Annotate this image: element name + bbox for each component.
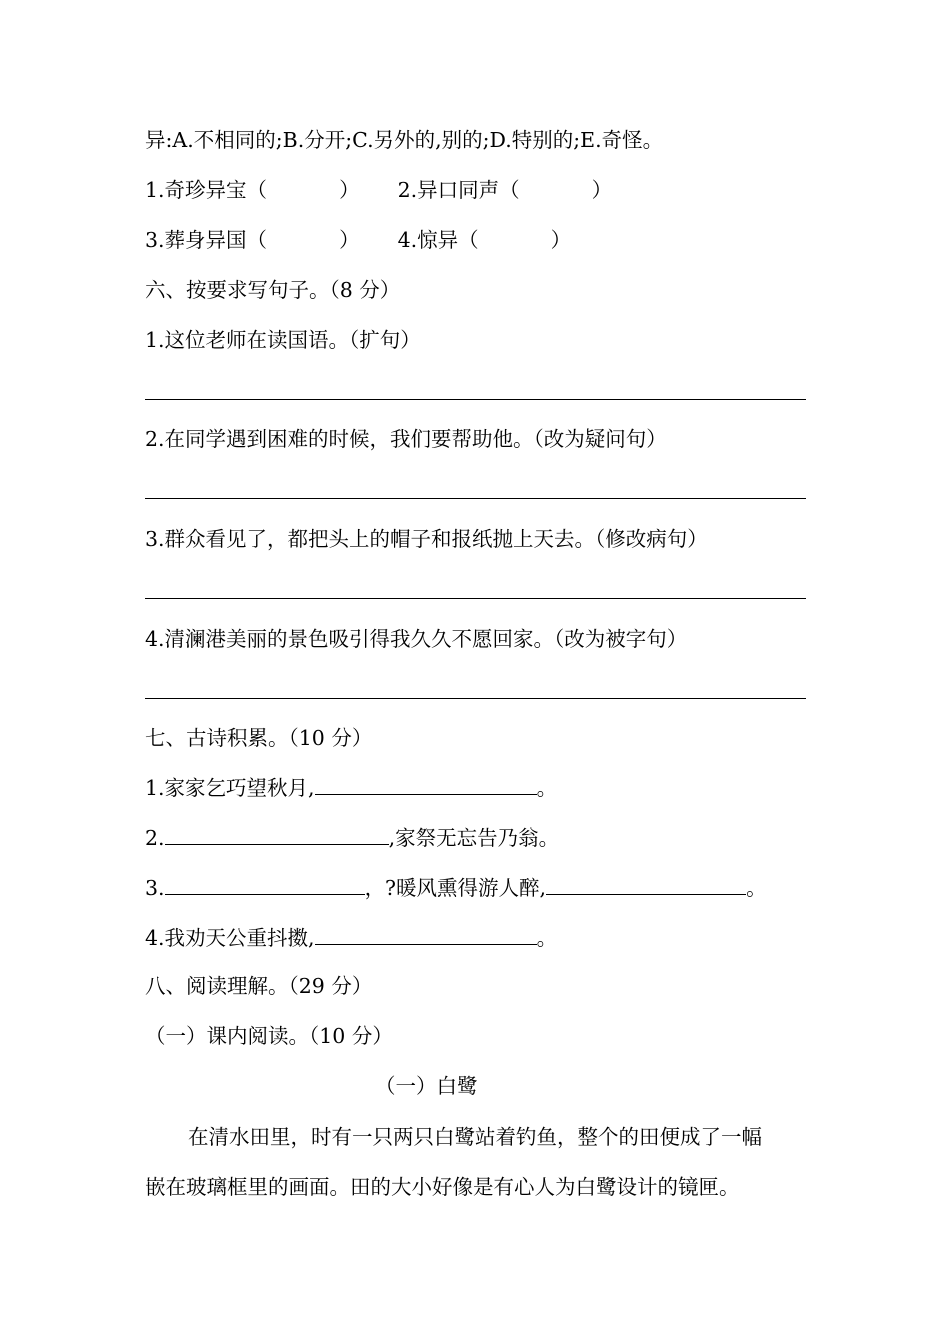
section6-item-3: 3.群众看见了，都把头上的帽子和报纸抛上天去。（修改病句） bbox=[145, 527, 708, 551]
poem-blank-3b[interactable] bbox=[546, 874, 746, 895]
poem-question-4: 4.我劝天公重抖擞, 。 bbox=[145, 926, 558, 950]
choice-row-2 bbox=[145, 226, 571, 254]
choice-item-1: 1.奇珍异宝（ ） bbox=[145, 178, 360, 202]
section6-item-2: 2.在同学遇到困难的时候，我们要帮助他。（改为疑问句） bbox=[145, 427, 667, 451]
answer-line-2[interactable] bbox=[145, 498, 806, 499]
passage-line-1: 在清水田里，时有一只两只白鹭站着钓鱼，整个的田便成了一幅 bbox=[188, 1125, 762, 1149]
section6-heading: 六、按要求写句子。（8 分） bbox=[145, 278, 401, 302]
passage-title: （一）白鹭 bbox=[375, 1074, 478, 1098]
answer-line-1[interactable] bbox=[145, 399, 806, 400]
meaning-line: 异:A.不相同的;B.分开;C.另外的,别的;D.特别的;E.奇怪。 bbox=[145, 128, 664, 152]
passage-line-2: 嵌在玻璃框里的画面。田的大小好像是有心人为白鹭设计的镜匣。 bbox=[145, 1175, 740, 1199]
poem-blank-2[interactable] bbox=[165, 824, 389, 845]
poem-blank-3a[interactable] bbox=[165, 874, 365, 895]
choice-row-1 bbox=[145, 176, 612, 204]
section8-heading: 八、阅读理解。（29 分） bbox=[145, 974, 373, 998]
poem-question-3: 3. ，?暖风熏得游人醉, 。 bbox=[145, 876, 767, 900]
section6-item-4: 4.清澜港美丽的景色吸引得我久久不愿回家。（改为被字句） bbox=[145, 627, 688, 651]
section6-item-1: 1.这位老师在读国语。（扩句） bbox=[145, 328, 421, 352]
answer-line-3[interactable] bbox=[145, 598, 806, 599]
poem-question-1: 1.家家乞巧望秋月, 。 bbox=[145, 776, 558, 800]
answer-line-4[interactable] bbox=[145, 698, 806, 699]
poem-question-2: 2. ,家祭无忘告乃翁。 bbox=[145, 826, 560, 850]
choice-item-2: 2.异口同声（ ） bbox=[397, 178, 613, 202]
section7-heading: 七、古诗积累。（10 分） bbox=[145, 726, 373, 750]
choice-item-4: 4.惊异（ ） bbox=[397, 228, 572, 252]
poem-blank-4[interactable] bbox=[315, 924, 537, 945]
section8-subheading: （一）课内阅读。（10 分） bbox=[145, 1024, 393, 1048]
poem-blank-1[interactable] bbox=[315, 774, 537, 795]
choice-item-3: 3.葬身异国（ ） bbox=[145, 228, 360, 252]
